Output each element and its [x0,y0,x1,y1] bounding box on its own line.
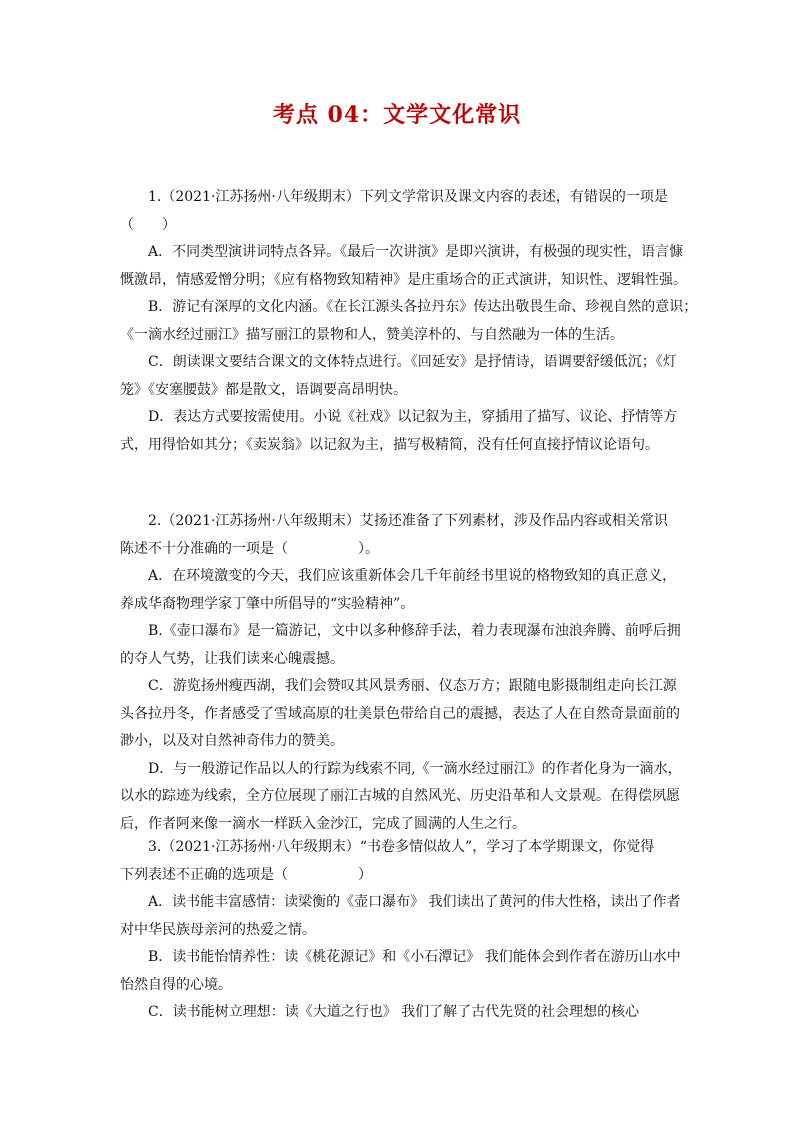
page-title: 考点 04：文学文化常识 [272,102,522,128]
question-stem-line: 下列表述不正确的选项是（ ） [120,866,372,883]
question-stem-line: 陈述不十分准确的一项是（ ）。 [120,540,379,557]
option-line: B．游记有深厚的文化内涵。《在长江源头各拉丹东》传达出敬畏生命、珍视自然的意识； [148,299,698,315]
option-line: 怡然自得的心境。 [120,976,232,993]
question-1 [120,184,698,459]
option-line: 养成华裔物理学家丁肇中所倡导的“实验精神”。 [120,595,415,612]
option-line: C．读书能树立理想：读《大道之行也》 我们了解了古代先贤的社会理想的核心 [148,1004,640,1020]
question-stem-line: 3.（2021·江苏扬州·八年级期末）“书卷多情似故人”，学习了本学期课文，你觉得 [148,839,655,855]
option-line: C．朗读课文要结合课文的文体特点进行。《回延安》是抒情诗，语调要舒缓低沉；《灯 [148,354,677,370]
option-c[interactable] [120,349,680,404]
option-line: B．读书能怡情养性：读《桃花源记》和《小石潭记》 我们能体会到作者在游历山水中 [148,949,681,965]
option-line: 头各拉丹冬，作者感受了雪域高原的壮美景色带给自己的震撼，表达了人在自然奇景面前的 [120,705,680,722]
option-line: 以水的踪迹为线索，全方位展现了丽江古城的自然风光、历史沿革和人文景观。在得偿夙愿 [120,788,680,804]
option-line: 《一滴水经过丽江》描写丽江的景物和人，赞美淳朴的、与自然融为一体的生活。 [120,326,624,343]
option-line: A．不同类型演讲词特点各异。《最后一次讲演》是即兴演讲，有极强的现实性，语言慷 [148,244,684,260]
option-line: B.《壶口瀑布》是一篇游记，文中以多种修辞手法，着力表现瀑布浊浪奔腾、前呼后拥 [148,623,681,639]
option-b[interactable] [120,294,698,349]
question-stem-line: 1.（2021·江苏扬州·八年级期末）下列文学常识及课文内容的表述，有错误的一项是 [148,189,668,205]
option-d[interactable] [120,404,680,459]
option-line: C．游览扬州瘦西湖，我们会赞叹其风景秀丽、仪态万方；跟随电影摄制组走向长江源 [148,678,677,694]
option-a[interactable] [120,889,680,944]
option-a[interactable] [120,563,680,618]
option-a[interactable] [120,239,687,294]
option-line: A．读书能丰富感情：读梁衡的《壶口瀑布》 我们读出了黄河的伟大性格，读出了作者 [148,894,681,910]
option-line: A．在环境激变的今天，我们应该重新体会几千年前经书里说的格物致知的真正意义， [148,568,677,584]
option-c[interactable] [120,999,680,1027]
option-line: 笼》《安塞腰鼓》都是散文，语调要高昂明快。 [120,381,407,398]
option-c[interactable] [120,673,680,756]
option-line: 对中华民族母亲河的热爱之情。 [120,921,316,938]
option-b[interactable] [120,944,680,999]
option-line: 后，作者阿来像一滴水一样跃入金沙江，完成了圆满的人生之行。 [120,815,526,832]
option-line: 慨激昂，情感爱憎分明；《应有格物致知精神》是庄重场合的正式演讲，知识性、逻辑性强。 [120,271,687,288]
question-stem-line: （ ） [120,216,176,233]
option-line: 渺小，以及对自然神奇伟力的赞美。 [120,733,344,749]
question-3 [120,834,680,1027]
option-line: D．表达方式要按需使用。小说《社戏》以记叙为主，穿插用了描写、议论、抒情等方 [148,409,678,425]
option-b[interactable] [120,618,680,673]
option-line: 式，用得恰如其分；《卖炭翁》以记叙为主，描写极精简，没有任何直接抒情议论语句。 [120,436,659,453]
option-d[interactable] [120,756,680,839]
option-line: 的夺人气势，让我们读来心魄震撼。 [120,650,344,667]
question-2 [120,508,680,838]
option-line: D．与一般游记作品以人的行踪为线索不同,《一滴水经过丽江》的作者化身为一滴水， [148,760,682,777]
question-stem-line: 2.（2021·江苏扬州·八年级期末）艾扬还准备了下列素材，涉及作品内容或相关常识 [148,513,668,529]
